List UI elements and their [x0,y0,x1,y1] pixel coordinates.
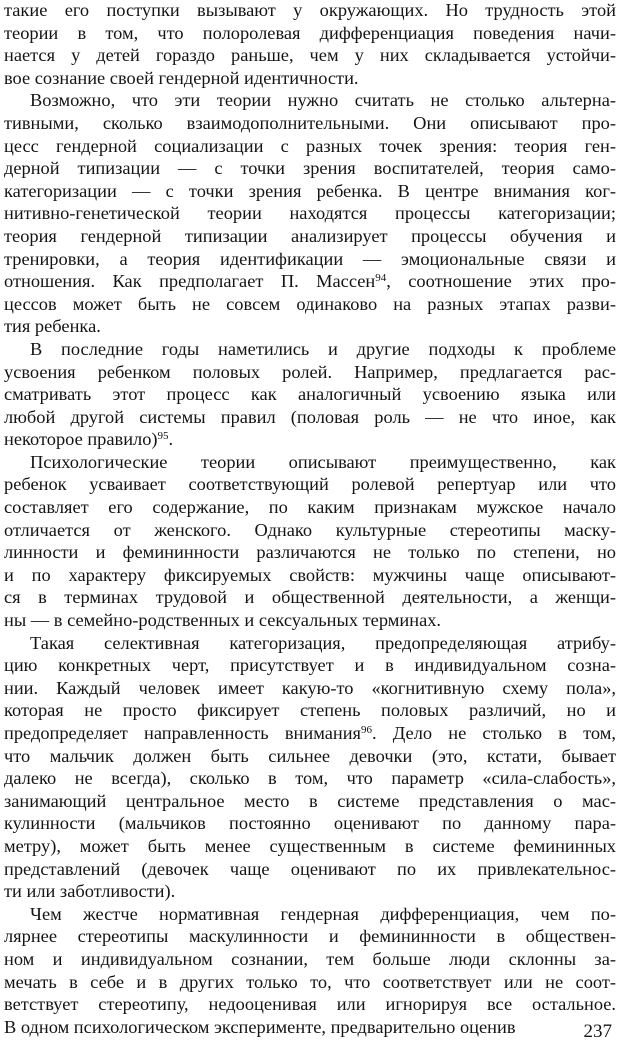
line-text: любой другой системы правил (половая роль — не что иное, как [4,406,616,427]
line-text: отличается от женского. Однако культурные стереотипы маску- [4,519,616,540]
text-line [4,496,616,519]
line-text: цию конкретных черт, присутствует и в индивидуальном созна- [4,655,616,676]
paragraph [4,338,616,451]
line-text: теории в том, что полоролевая дифференциация поведения начи- [4,22,616,43]
body-text [4,0,616,1038]
text-line [4,564,616,587]
line-text: Возможно, что эти теории нужно считать не столько альтерна- [30,90,616,111]
line-text-continuation: . [168,429,174,450]
text-line [4,202,616,225]
text-line [4,519,616,542]
line-text: предопределяет направленность внимания [4,723,362,743]
line-text: ны — в семейно-родственных и сексуальных терминах. [4,610,442,631]
text-line [4,293,616,316]
line-text: метру), может быть менее существенным в системе фемининных [4,835,616,856]
text-line [4,67,616,90]
line-text: которая не просто фиксирует степень половых различий, но и [4,700,616,721]
text-line [4,541,616,564]
line-text: отношения. Как предполагает П. Массен [4,271,376,292]
text-line [4,790,616,813]
line-text: такие его поступки вызывают у окружающих. Но трудность этой [4,0,616,20]
line-text: мечать в себе и в других только то, что соответствует или не соот- [4,971,616,992]
line-text: дерной типизации — с точки зрения воспитателей, теория само- [4,158,616,179]
line-text: тренировки, а теория идентификации — эмоциональные связи и [4,248,616,269]
line-text: вое сознание своей гендерной идентичности. [4,67,359,88]
line-text: нитивно-генетической теории находятся процессы категоризации; [4,203,616,224]
text-line [4,903,616,926]
text-line [4,677,616,700]
line-text-continuation: . Дело не столько в том, [372,723,616,743]
line-text: что мальчик должен быть сильнее девочки (это, кстати, бывает [4,745,616,766]
line-text: занимающий центральное место в системе представления о мас- [4,790,616,811]
line-text: нается у детей гораздо раньше, чем у них складывается устойчи- [4,45,616,66]
text-line [4,835,616,858]
line-text: ти или заботливости). [4,881,176,902]
paragraph [4,89,616,338]
text-line [4,858,616,881]
text-line [4,722,616,745]
text-line [4,135,616,158]
line-text: лярнее стереотипы маскулинности и фемининности в обществен- [4,926,616,947]
line-text: цессов может быть не совсем одинаково на разных этапах разви- [4,293,616,314]
line-text: тивными, сколько взаимодополнительными. Они описывают про- [4,112,616,133]
text-line [4,767,616,790]
paragraph [4,632,616,903]
text-line [4,609,616,632]
footnote-marker: 95 [157,430,169,443]
text-line [4,338,616,361]
text-line [4,699,616,722]
text-line [4,451,616,474]
line-text: теория гендерной типизации анализирует процессы обучения и [4,225,616,246]
line-text: составляет его содержание, по каким признакам мужское начало [4,497,616,518]
text-line [4,654,616,677]
text-line [4,948,616,971]
line-text: далеко не всегда), сколько в том, что параметр «сила-слабость», [4,768,616,789]
line-text: ном и индивидуальном сознании, тем больше люди склонны за- [4,948,616,969]
paragraph [4,903,616,1039]
line-text: нии. Каждый человек имеет какую-то «когнитивную схему пола», [4,677,616,698]
line-text: представлений (девочек чаще оценивают по их привлекательнос- [4,858,616,879]
text-line [4,745,616,768]
line-text: сматривать этот процесс как аналогичный усвоению языка или [4,384,616,405]
text-line [4,89,616,112]
text-line [4,993,616,1016]
line-text: В последние годы наметились и другие подходы к проблеме [30,338,616,359]
text-line [4,157,616,180]
line-text: Психологические теории описывают преимущественно, как [30,451,616,472]
line-text: категоризации — с точки зрения ребенка. В центре внимания ког- [4,180,616,201]
text-line [4,225,616,248]
text-line [4,428,616,451]
line-text: линности и фемининности различаются не только по степени, но [4,542,616,563]
text-line [4,880,616,903]
text-line [4,586,616,609]
line-text-continuation: , соотношение этих про- [386,271,616,292]
text-line [4,112,616,135]
paragraph [4,0,616,89]
line-text: ребенок усваивает соответствующий ролевой репертуар или что [4,474,616,495]
text-line [4,406,616,429]
text-line [4,971,616,994]
line-text: некоторое правило) [4,429,158,450]
paragraph [4,451,616,632]
line-text: ся в терминах трудовой и общественной деятельности, а женщи- [4,587,616,608]
text-line [4,270,616,293]
footnote-marker: 94 [375,272,387,285]
text-line [4,315,616,338]
line-text: цесс гендерной социализации с разных точек зрения: теория ген- [4,135,616,156]
line-text: усвоения ребенком половых ролей. Например, предлагается рас- [4,361,616,382]
text-line [4,44,616,67]
text-line [4,180,616,203]
text-line [4,361,616,384]
text-line [4,383,616,406]
line-text: кулинности (мальчиков постоянно оценивают по данному пара- [4,813,616,834]
text-line [4,812,616,835]
line-text: тия ребенка. [4,316,101,337]
line-text: В одном психологическом эксперименте, предварительно оценив [4,1016,516,1037]
text-line [4,0,616,22]
line-text: Чем жестче нормативная гендерная дифференциация, чем по- [30,903,616,924]
line-text: ветствует стереотипу, недооценивая или игнорируя все остальное. [4,994,616,1015]
text-line [4,248,616,271]
text-line [4,632,616,655]
text-line [4,1016,616,1039]
footnote-marker: 96 [361,724,373,736]
line-text: и по характеру фиксируемых свойств: мужчины чаще описывают- [4,564,616,585]
text-line [4,473,616,496]
page-number: 237 [583,1021,612,1042]
text-line [4,22,616,45]
line-text: Такая селективная категоризация, предопределяющая атрибу- [30,632,616,653]
text-line [4,925,616,948]
